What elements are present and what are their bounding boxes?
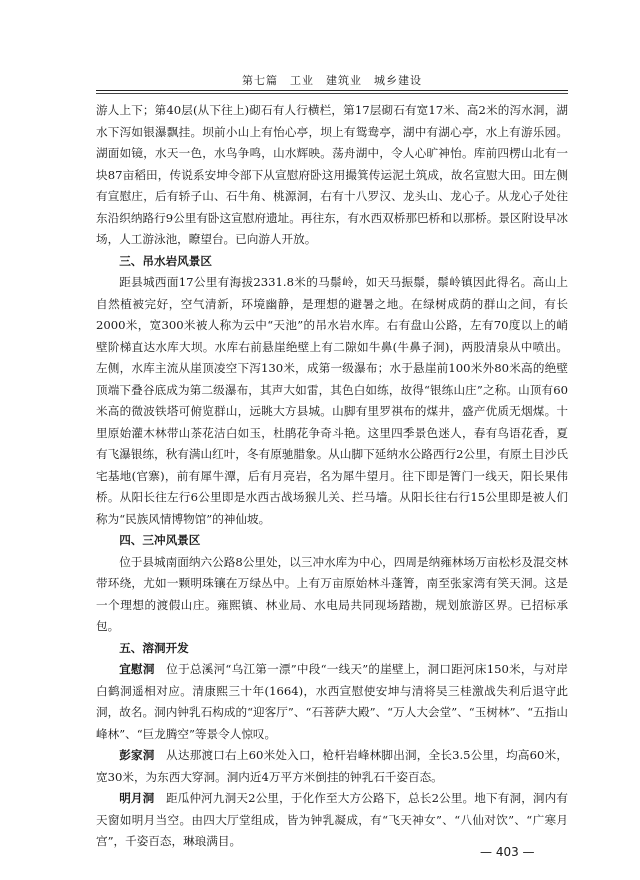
section-heading-diaoshuiyan: 三、吊水岩风景区 [119, 253, 212, 268]
paragraph-xiwei-lake: 游人上下；第40层(从下往上)砌石有人行横栏，第17层砌石有宽17米、高2米的泻水洞，湖水下泻如银瀑飘挂。坝前小山上有怡心亭，坝上有鸳鸯亭，湖中有湖心亭，水上有游乐园。湖面如镜，水天一色，水鸟争鸣，山水辉映。荡舟湖中，令人心旷神怡。库前四楞山北有一块87亩稻田，传说系安坤令部下从宣慰府卧这用撮箕传运泥土筑成，故名宣慰大田。田左侧有宣慰庄，后有轿子山、石牛角、桃源洞，右有十八罗汉、龙头山、龙心子。从龙心子处往东沿织纳路行9公里有卧这宣慰府遗址。再往东，有水西双桥那巴桥和以那桥。景区附设早冰场，人工游泳池，瞭望台。已向游人开放。 [96, 103, 568, 246]
paragraph-cave-xuanwei [96, 659, 568, 745]
section-heading-sanchong: 四、三冲风景区 [119, 533, 201, 547]
section-heading-caves: 五、溶洞开发 [119, 640, 189, 655]
paragraph-cave-pengjia [96, 745, 568, 788]
cave-name: 明月洞 [119, 791, 155, 805]
page-number: — 403 — [480, 845, 535, 859]
cave-description: 从达那渡口右上60米处入口，枪杆岩峰林脚出洞，全长3.5公里，均高60米，宽30米，为东西大穿洞。洞内近4万平方米倒挂的钟乳石千姿百态。 [96, 748, 568, 784]
paragraph-cave-mingyue [96, 788, 568, 853]
cave-description: 距瓜仲河九洞天2公里，于化作至大方公路下，总长2公里。地下有洞，洞内有天窗如明月当空。由四大厅堂组成，皆为钟乳凝成，有“飞天神女”、“八仙对饮”、“广寒月宫”，千姿百态，琳琅满目。 [96, 791, 568, 848]
page-body [96, 100, 568, 853]
cave-name: 彭家洞 [119, 748, 155, 762]
paragraph-diaoshuiyan: 距县城西面17公里有海拔2331.8米的马鬃岭，如天马振鬃，鬃岭镇因此得名。高山上自然植被完好，空气清新，环境幽静，是理想的避暑之地。在绿树成荫的群山之间，有长2000米，宽300米被人称为云中“天池”的吊水岩水库。右有盘山公路，左有70度以上的峭壁阶梯直达水库大坝。水库右前悬崖绝壁上有二隙如牛鼻(牛鼻子洞)，两股清泉从中喷出。左侧，水库主流从崖顶凌空下泻130米，成第一级瀑布；水于悬崖前100米外80米高的绝壁顶端下叠谷底成为第二级瀑布，其声大如雷，其色白如练，故得“银练山庄”之称。山顶有60米高的微波铁塔可俯览群山，远眺大方县城。山脚有里罗祺布的煤井，盛产优质无烟煤。十里原始灌木林带山茶花洁白如玉，杜鹃花争奇斗艳。这里四季景色迷人，春有鸟语花香，夏有飞瀑银练，秋有满山红叶，冬有原驰腊象。从山脚下延纳水公路西行2公里，有原土目沙氏宅基地(官寨)，前有犀牛潭，后有月亮岩，名为犀牛望月。往下即是箐门一线天，阳长果伟桥。从阳长往左行6公里即是水西古战场猴儿关、拦马墙。从阳长往右行15公里即是被人们称为“民族风情博物馆”的神仙坡。 [96, 275, 568, 526]
header-rule [96, 90, 568, 94]
cave-name: 宜慰洞 [119, 662, 155, 676]
cave-description: 位于总溪河“乌江第一漂”中段“一线天”的崖壁上，洞口距河床150米，与对岸白鹤洞遥相对应。清康熙三十年(1664)，水西宣慰使安坤与清将吴三桂激战失利后退守此洞，故名。洞内钟乳石构成的“迎客厅”、“石菩萨大殿”、“万人大会堂”、“玉树林”、“五指山峰林”、“巨龙腾空”等景令人惊叹。 [96, 662, 568, 741]
running-header: 第七篇 工业 建筑业 城乡建设 [242, 74, 422, 87]
paragraph-sanchong: 位于县城南面纳六公路8公里处，以三冲水库为中心，四周是纳雍林场万亩松杉及混交林带环绕，尤如一颗明珠镶在万绿丛中。上有万亩原始林斗蓬箐，南至张家湾有笑天洞。这是一个理想的渡假山庄。雍熙镇、林业局、水电局共同现场踏勘，规划旅游区界。已招标承包。 [96, 554, 568, 633]
